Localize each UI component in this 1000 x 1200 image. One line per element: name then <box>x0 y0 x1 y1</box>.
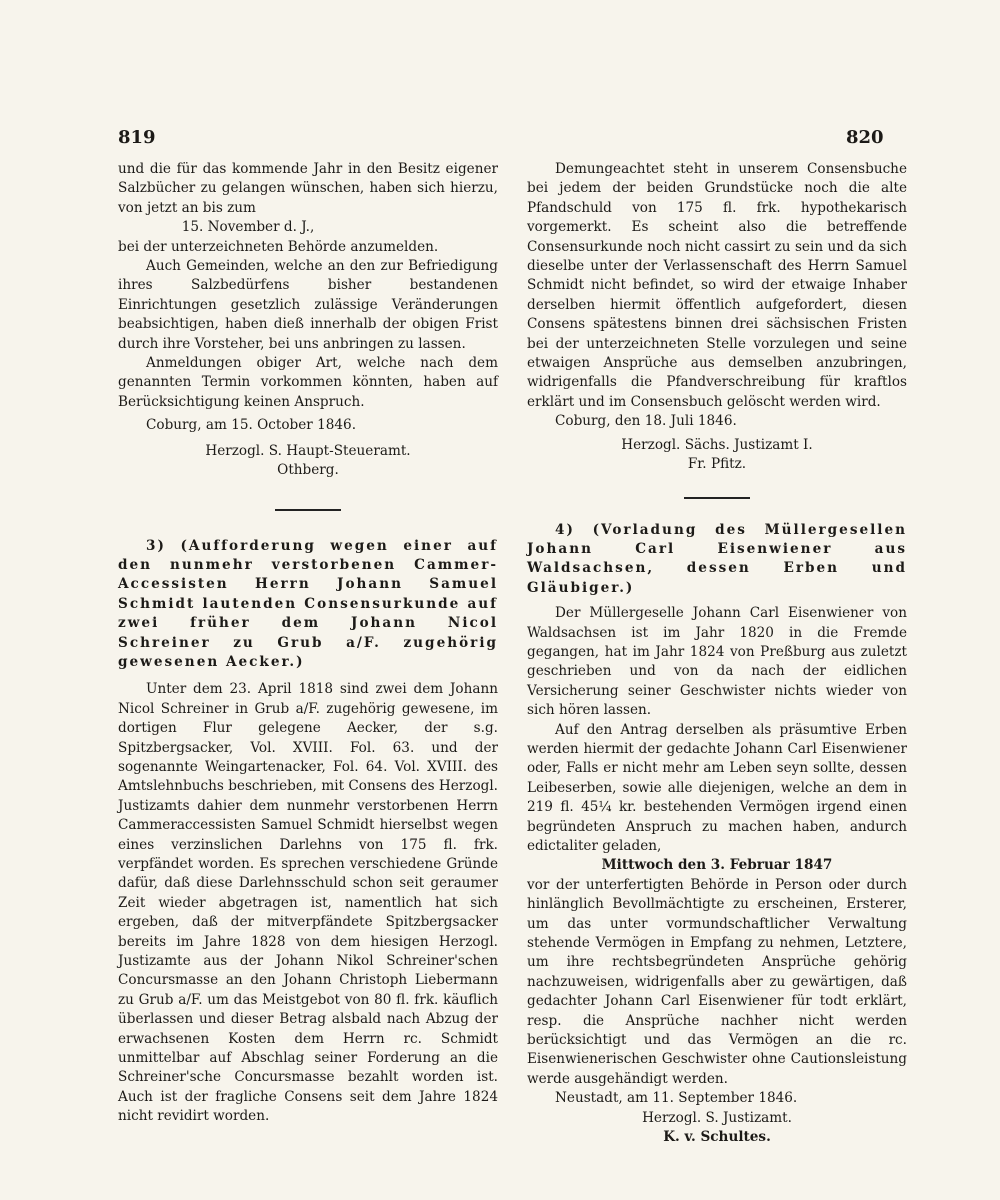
notice-4-paragraph: Der Müllergeselle Johann Carl Eisenwiener von Waldsachsen ist im Jahr 1820 in die Fremde gegangen, hat im Jahr 1824 von Preßburg aus zuletzt geschrieben und von da nach der eidlichen Versicherung seiner Geschwister nichts wieder von sich hören lassen. <box>527 605 907 719</box>
notice-4-date: Mittwoch den 3. Februar 1847 <box>601 857 833 874</box>
notice-3-continuation: Demungeachtet steht in unserem Consensbuche bei jedem der beiden Grundstücke noch die alte Pfandschuld von 175 fl. frk. hypothekarisch vorgemerkt. Es scheint also die betreffende Consensurkunde noch nicht cassirt zu sein und da sich dieselbe unter der Verlassenschaft des Herrn Samuel Schmidt nicht befindet, so wird der etwaige Inhaber derselben hiermit öffentlich aufgefordert, diesen Consens spätestens binnen drei sächsischen Fristen bei der unterzeichneten Stelle vorzulegen und seine etwaigen Ansprüche aus demselben anzubringen, widrigenfalls die Pfandverschreibung für kraftlos erklärt und im Consensbuch gelöscht werden wird. <box>527 161 907 410</box>
notice-4-place-date: Neustadt, am 11. September 1846. <box>555 1090 798 1107</box>
page-number-right: 820 <box>846 127 884 148</box>
notice-1-deadline: 15. November d. J., <box>181 219 315 236</box>
notice-4-signature: K. v. Schultes. <box>663 1129 771 1146</box>
notice-1-paragraph: Auch Gemeinden, welche an den zur Befriedigung ihres Salzbedürfens bisher bestandenen Einrichtungen gesetzlich zulässige Veränderungen beabsichtigen, haben dieß innerhalb der obigen Frist durch ihre Vorsteher, bei uns anbringen zu lassen. <box>118 258 498 352</box>
notice-1-signature: Othberg. <box>277 462 339 479</box>
notice-4-office: Herzogl. S. Justizamt. <box>642 1109 792 1126</box>
notice-4-paragraph: Auf den Antrag derselben als präsumtive Erben werden hiermit der gedachte Johann Carl Eisenwiener oder, Falls er nicht mehr am Leben seyn sollte, dessen Leibeserben, sowie alle diejenigen, welche an dem in 219 fl. 45¼ kr. bestehenden Vermögen irgend einen begründeten Anspruch zu machen haben, andurch edictaliter geladen, <box>527 721 907 854</box>
notice-1-paragraph: bei der unterzeichneten Behörde anzumelden. <box>118 238 439 255</box>
notice-1-paragraph: Anmeldungen obiger Art, welche nach dem genannten Termin vorkommen könnten, haben auf Berücksichtigung keinen Anspruch. <box>118 355 498 410</box>
notice-3-place-date: Coburg, den 18. Juli 1846. <box>555 413 737 430</box>
right-column <box>527 160 907 1148</box>
separator-rule <box>684 497 750 499</box>
separator-rule <box>275 509 341 511</box>
notice-3-body: Unter dem 23. April 1818 sind zwei dem Johann Nicol Schreiner in Grub a/F. zugehörig gewesene, im dortigen Flur gelegene Aecker, der s.g. Spitzbergsacker, Vol. XVIII. Fol. 63. und der sogenannte Weingartenacker, Fol. 64. Vol. XVIII. des Amtslehnbuchs beschrieben, mit Consens des Herzogl. Justizamts dahier dem nunmehr verstorbenen Herrn Cammeraccessisten Samuel Schmidt hierselbst wegen eines verzinslichen Darlehns von 175 fl. frk. verpfändet worden. Es sprechen verschiedene Gründe dafür, daß diese Darlehnsschuld schon seit geraumer Zeit wieder abgetragen ist, namentlich hat sich ergeben, daß der mitverpfändete Spitzbergsacker bereits im Jahre 1828 von dem hiesigen Herzogl. Justizamte aus der Johann Nikol Schreiner'schen Concursmasse an den Johann Christoph Liebermann zu Grub a/F. um das Meistgebot von 80 fl. frk. käuflich überlassen und dieser Betrag alsbald nach Abzug der erwachsenen Kosten dem Herrn rc. Schmidt unmittelbar auf Abschlag seiner Forderung an die Schreiner'sche Concursmasse bezahlt worden ist. Auch ist der fragliche Consens seit dem Jahre 1824 nicht revidirt worden. <box>118 681 498 1125</box>
notice-1-place-date: Coburg, am 15. October 1846. <box>146 417 357 434</box>
notice-4-paragraph: vor der unterfertigten Behörde in Person oder durch hinlänglich Bevollmächtigte zu erscheinen, Ersterer, um das unter vormundschaftlicher Verwaltung stehende Vermögen in Empfang zu nehmen, Letztere, um ihre rechtsbegründeten Ansprüche gehörig nachzuweisen, widrigenfalls aber zu gewärtigen, daß gedachter Johann Carl Eisenwiener für todt erklärt, resp. die Ansprüche nachher nicht werden berücksichtigt und das Vermögen an die rc. Eisenwienerischen Geschwister ohne Cautionsleistung werde ausgehändigt werden. <box>527 876 907 1087</box>
left-column <box>118 160 498 1127</box>
notice-4-heading: 4) (Vorladung des Müllergesellen Johann Carl Eisenwiener aus Waldsachsen, dessen Erben und Gläubiger.) <box>527 521 907 596</box>
notice-3-office: Herzogl. Sächs. Justizamt I. <box>621 436 813 453</box>
notice-3-signature: Fr. Pfitz. <box>687 456 747 473</box>
notice-1-paragraph: und die für das kommende Jahr in den Besitz eigener Salzbücher zu gelangen wünschen, haben sich hierzu, von jetzt an bis zum <box>118 161 498 216</box>
notice-1-office: Herzogl. S. Haupt-Steueramt. <box>205 442 411 459</box>
notice-3-heading: 3) (Aufforderung wegen einer auf den nunmehr verstorbenen Cammer-Accessisten Herrn Johann Samuel Schmidt lautenden Consensurkunde auf zwei früher dem Johann Nicol Schreiner zu Grub a/F. zugehörig gewesenen Aecker.) <box>118 537 498 670</box>
page-number-left: 819 <box>118 127 156 148</box>
